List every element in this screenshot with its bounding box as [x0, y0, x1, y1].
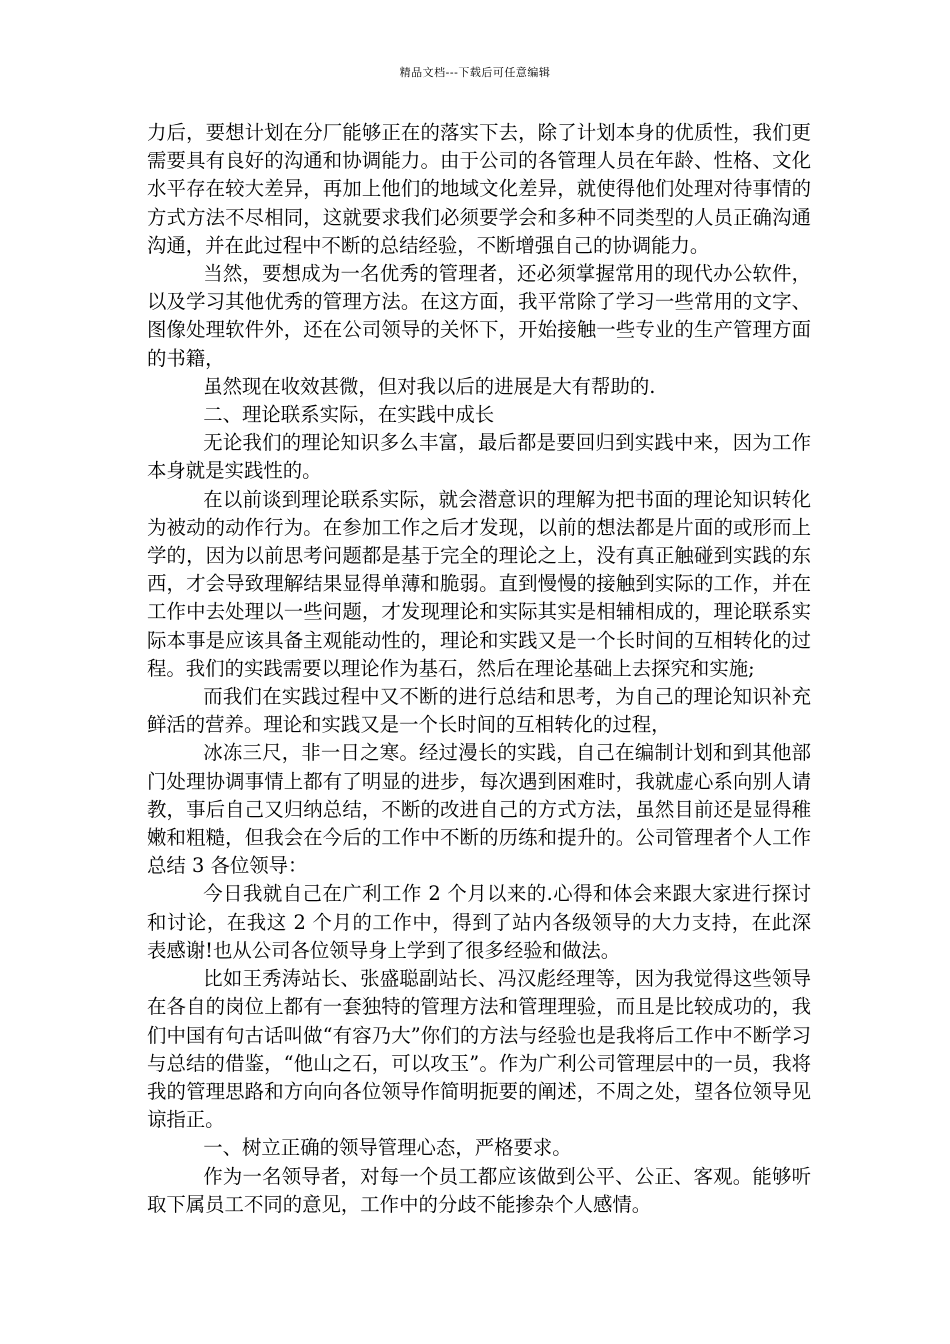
paragraph: 今日我就自己在广利工作 2 个月以来的.心得和体会来跟大家进行探讨和讨论，在我这 2 个月的工作中，得到了站内各级领导的大力支持，在此深表感谢!也从公司各位领导身上学到了很多经验和做法。	[147, 882, 811, 962]
paragraph: 而我们在实践过程中又不断的进行总结和思考，为自己的理论知识补充鲜活的营养。理论和实践又是一个长时间的互相转化的过程，	[147, 685, 811, 737]
page-header: 精品文档---下载后可任意编辑	[399, 66, 551, 79]
section-heading: 二、理论联系实际，在实践中成长	[203, 403, 495, 427]
paragraph: 作为一名领导者，对每一个员工都应该做到公平、公正、客观。能够听取下属员工不同的意见，工作中的分歧不能掺杂个人感情。	[147, 1164, 811, 1216]
paragraph: 冰冻三尺，非一日之寒。经过漫长的实践，自己在编制计划和到其他部门处理协调事情上都有了明显的进步，每次遇到困难时，我就虚心系向别人请教，事后自己又归纳总结，不断的改进自己的方式方法，虽然目前还是显得稚嫩和粗糙，但我会在今后的工作中不断的历练和提升的。公司管理者个人工作总结 3 各位领导：	[147, 741, 811, 878]
paragraph: 比如王秀涛站长、张盛聪副站长、冯汉彪经理等，因为我觉得这些领导在各自的岗位上都有一套独特的管理方法和管理理验，而且是比较成功的，我们中国有句古话叫做“有容乃大”你们的方法与经验也是我将后工作中不断学习与总结的借鉴，“他山之石，可以攻玉”。作为广利公司管理层中的一员，我将我的管理思路和方向向各位领导作简明扼要的阐述，不周之处，望各位领导见谅指正。	[147, 967, 811, 1132]
document-body	[147, 119, 811, 1219]
paragraph: 力后，要想计划在分厂能够正在的落实下去，除了计划本身的优质性，我们更需要具有良好的沟通和协调能力。由于公司的各管理人员在年龄、性格、文化水平存在较大差异，再加上他们的地域文化差异，就使得他们处理对待事情的方式方法不尽相同，这就要求我们必须要学会和多种不同类型的人员正确沟通沟通，并在此过程中不断的总结经验，不断增强自己的协调能力。	[147, 121, 811, 257]
paragraph: 无论我们的理论知识多么丰富，最后都是要回归到实践中来，因为工作本身就是实践性的。	[147, 431, 811, 483]
paragraph: 虽然现在收效甚微，但对我以后的进展是大有帮助的.	[203, 374, 656, 398]
paragraph: 当然，要想成为一名优秀的管理者，还必须掌握常用的现代办公软件，以及学习其他优秀的管理方法。在这方面，我平常除了学习一些常用的文字、图像处理软件外，还在公司领导的关怀下，开始接触一些专业的生产管理方面的书籍，	[147, 262, 811, 370]
paragraph: 在以前谈到理论联系实际，就会潜意识的理解为把书面的理论知识转化为被动的动作行为。在参加工作之后才发现，以前的想法都是片面的或形而上学的，因为以前思考问题都是基于完全的理论之上，没有真正触碰到实践的东西，才会导致理解结果显得单薄和脆弱。直到慢慢的接触到实际的工作，并在工作中去处理以一些问题，才发现理论和实际其实是相辅相成的，理论联系实际本事是应该具备主观能动性的，理论和实践又是一个长时间的互相转化的过程。我们的实践需要以理论作为基石，然后在理论基础上去探究和实施;	[147, 487, 811, 680]
section-heading: 一、树立正确的领导管理心态，严格要求。	[203, 1136, 572, 1160]
